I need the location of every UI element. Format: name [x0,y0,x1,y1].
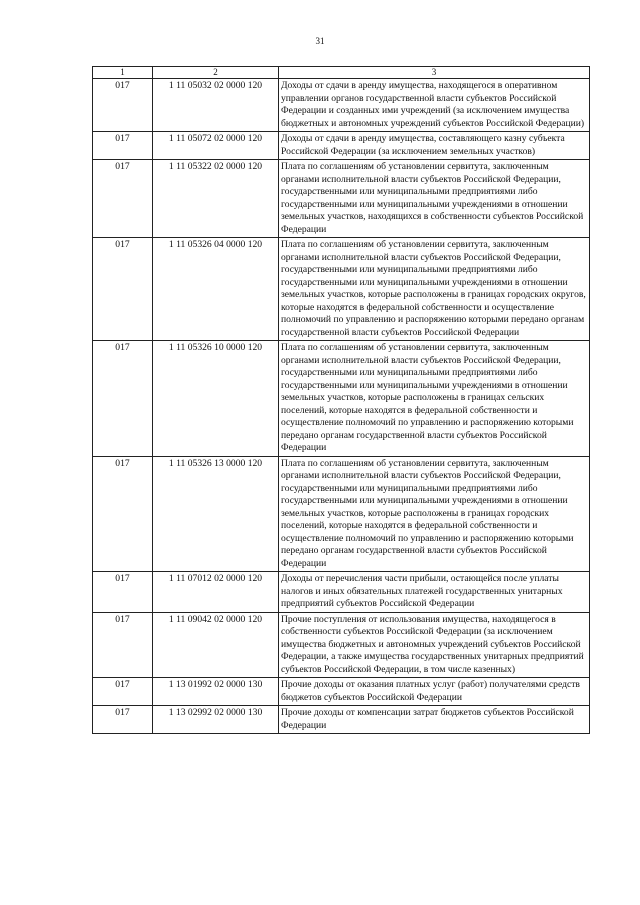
description-cell: Прочие поступления от использования имущества, находящегося в собственности субъектов Российской Федерации (за исключением имущества бюджетных и автономных учреждений субъектов Российской Федерации, а также имущества государственных унитарных предприятий субъектов Российской Федерации, в том числе казенных) [279,612,590,678]
admin-code-cell: 017 [93,456,153,572]
table-row [93,572,590,613]
table-row [93,678,590,706]
description-cell: Плата по соглашениям об установлении сервитута, заключенным органами исполнительной власти субъектов Российской Федерации, государственными или муниципальными предприятиями либо государственными или муниципальными учреждениями в отношении земельных участков, которые расположены в границах городских поселений, которые находятся в федеральной собственности и осуществление полномочий по управлению и распоряжению которыми передано органам государственной власти субъектов Российской Федерации [279,456,590,572]
table-row [93,456,590,572]
admin-code-cell: 017 [93,341,153,457]
column-header-3: 3 [279,67,590,79]
table-row [93,238,590,341]
admin-code-cell: 017 [93,706,153,734]
admin-code-cell: 017 [93,160,153,238]
table-row [93,341,590,457]
description-cell: Доходы от сдачи в аренду имущества, составляющего казну субъекта Российской Федерации (за исключением земельных участков) [279,132,590,160]
page-number: 31 [315,36,325,46]
classification-code-cell: 1 11 05322 02 0000 120 [153,160,279,238]
admin-code-cell: 017 [93,572,153,613]
classification-code-cell: 1 11 05072 02 0000 120 [153,132,279,160]
admin-code-cell: 017 [93,238,153,341]
description-cell: Прочие доходы от оказания платных услуг (работ) получателями средств бюджетов субъектов Российской Федерации [279,678,590,706]
admin-code-cell: 017 [93,79,153,132]
revenue-codes-table [92,66,590,734]
classification-code-cell: 1 13 01992 02 0000 130 [153,678,279,706]
description-cell: Плата по соглашениям об установлении сервитута, заключенным органами исполнительной власти субъектов Российской Федерации, государственными или муниципальными предприятиями либо государственными или муниципальными учреждениями в отношении земельных участков, которые расположены в границах городских округов, которые находятся в федеральной собственности и осуществление полномочий по управлению и распоряжению которыми передано органам государственной власти субъектов Российской Федерации [279,238,590,341]
description-cell: Доходы от сдачи в аренду имущества, находящегося в оперативном управлении органов государственной власти субъектов Российской Федерации и созданных ими учреждений (за исключением имущества бюджетных и автономных учреждений субъектов Российской Федерации) [279,79,590,132]
table-row [93,79,590,132]
column-header-1: 1 [93,67,153,79]
column-header-2: 2 [153,67,279,79]
classification-code-cell: 1 13 02992 02 0000 130 [153,706,279,734]
table-row [93,706,590,734]
admin-code-cell: 017 [93,132,153,160]
classification-code-cell: 1 11 05032 02 0000 120 [153,79,279,132]
classification-code-cell: 1 11 09042 02 0000 120 [153,612,279,678]
table-header-row [93,67,590,79]
description-cell: Плата по соглашениям об установлении сервитута, заключенным органами исполнительной власти субъектов Российской Федерации, государственными или муниципальными предприятиями либо государственными или муниципальными учреждениями в отношении земельных участков, находящихся в собственности субъектов Российской Федерации [279,160,590,238]
admin-code-cell: 017 [93,612,153,678]
classification-code-cell: 1 11 05326 04 0000 120 [153,238,279,341]
admin-code-cell: 017 [93,678,153,706]
classification-code-cell: 1 11 05326 10 0000 120 [153,341,279,457]
description-cell: Плата по соглашениям об установлении сервитута, заключенным органами исполнительной власти субъектов Российской Федерации, государственными или муниципальными предприятиями либо государственными или муниципальными учреждениями в отношении земельных участков, которые расположены в границах сельских поселений, которые находятся в федеральной собственности и осуществление полномочий по управлению и распоряжению которыми передано органам государственной власти субъектов Российской Федерации [279,341,590,457]
table-row [93,132,590,160]
description-cell: Доходы от перечисления части прибыли, остающейся после уплаты налогов и иных обязательных платежей государственных унитарных предприятий субъектов Российской Федерации [279,572,590,613]
classification-code-cell: 1 11 07012 02 0000 120 [153,572,279,613]
description-cell: Прочие доходы от компенсации затрат бюджетов субъектов Российской Федерации [279,706,590,734]
table-row [93,612,590,678]
table-row [93,160,590,238]
classification-code-cell: 1 11 05326 13 0000 120 [153,456,279,572]
